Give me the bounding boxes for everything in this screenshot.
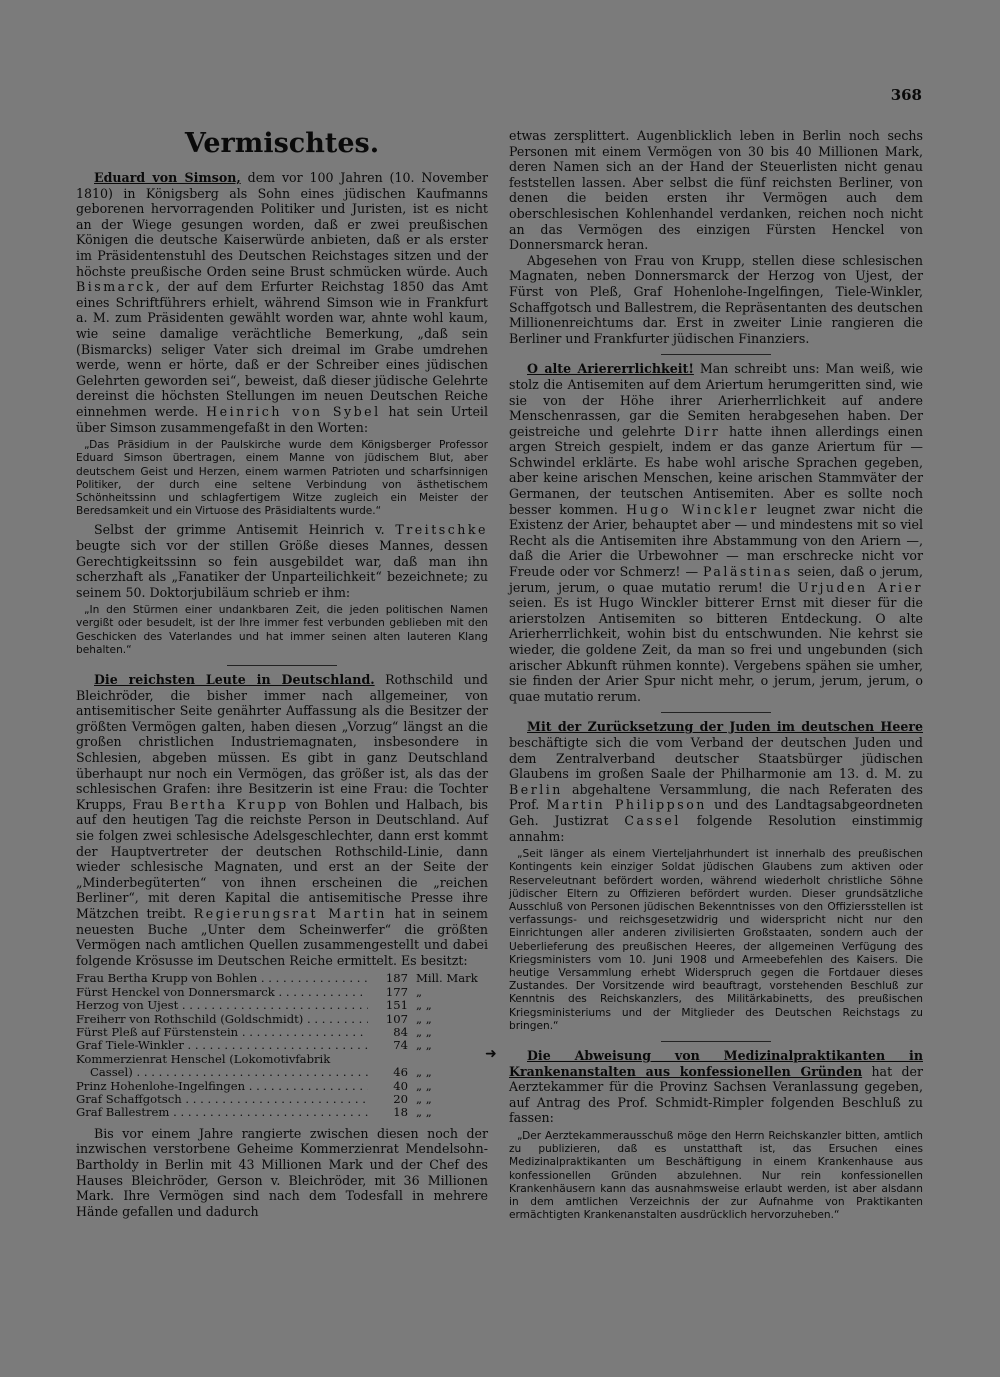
table-name-cell: Freiherr von Rothschild (Goldschmidt) . . .	[76, 1013, 368, 1026]
table-unit-cell: „ „	[416, 1065, 432, 1080]
heer-berlin: Berlin	[509, 781, 563, 797]
simson-text-4b: beugte sich vor der stillen Größe dieses Mannes, dessen Gerechtigkeitssinn so fein ausgebildet war, daß man ihn scherzhaft als „Fanatiker der Unparteilichkeit“ bezeichnete; zu seinem 50. Doktorjubiläum schrieb er ihm:	[76, 537, 488, 600]
table-unit-cell: „ „	[416, 1038, 432, 1053]
table-row	[76, 1013, 488, 1026]
arier-text-4: seien, daß o jerum, jerum, jerum, o quae mutatio rerum! die	[509, 564, 923, 595]
reichste-continuation: etwas zersplittert. Augenblicklich leben in Berlin noch sechs Personen mit einem Vermögen von 30 bis 40 Millionen Mark, deren Namen sich an der Hand der Steuerlisten nicht genau feststellen lassen. Aber selbst die fünf reichsten Berliner, von denen die beiden ersten ihr Vermögen auch dem oberschlesischen Kohlenhandel verdanken, reichen noch nicht an das Vermögen des einzigen Fürsten Henckel von Donnersmarck heran.	[509, 128, 923, 253]
table-unit-cell: „ „	[416, 1025, 432, 1039]
wealth-table	[76, 972, 488, 1119]
simson-paragraph	[76, 170, 488, 435]
table-value-cell: 151	[385, 998, 408, 1013]
arier-urjuden: Urjuden Arier	[797, 579, 923, 595]
table-row	[76, 1053, 488, 1066]
table-value-cell	[368, 1053, 408, 1066]
arier-palaestinas: Palästinas	[703, 564, 793, 580]
table-unit-cell: „ „	[416, 1011, 432, 1026]
table-name-cell: Fürst Henckel von Donnersmarck . . .	[76, 986, 368, 999]
table-value-cell: 20	[393, 1092, 408, 1107]
heer-text-2: abgehaltene Versammlung, die nach Referaten des Prof.	[509, 781, 923, 813]
right-column	[509, 128, 923, 1226]
table-value-cell: 74	[393, 1038, 408, 1053]
heer-cassel: Cassel	[624, 812, 681, 828]
table-unit-cell: „ „	[416, 1105, 432, 1120]
reichste-paragraph	[76, 672, 488, 968]
reichste-martin: Regierungsrat Martin	[193, 906, 387, 921]
table-name-cell: Prinz Hohenlohe-Ingelfingen . . .	[76, 1080, 368, 1093]
reichste-paragraph-2: Bis vor einem Jahre rangierte zwischen diesen noch der inzwischen verstorbene Geheime Kommerzienrat Mendelsohn-Bartholdy in Berlin mit 43 Millionen Mark und der Chef des Hauses Bleichröder, Gerson v. Bleichröder, mit 36 Millionen Mark. Ihre Vermögen sind nach dem Todesfall in mehrere Hände gefallen und dadurch	[76, 1125, 488, 1219]
table-row	[76, 972, 488, 985]
table-name-cell: Cassel) . . .	[76, 1066, 368, 1079]
arier-dirr: Dirr	[684, 423, 721, 439]
abweisung-lead: Die Abweisung von Medizinalpraktikanten in Krankenanstalten aus konfessionellen Gründen	[509, 1047, 923, 1079]
table-name-cell: Frau Bertha Krupp von Bohlen . . .	[76, 972, 368, 985]
simson-text-3: hat sein Urteil über Simson zusammengefaßt in den Worten:	[76, 403, 488, 435]
arier-text-2: hatte ihnen allerdings einen argen Streich gespielt, indem er das ganze Ariertum für — Schwindel erklärte. Es habe wohl arische Sprachen gegeben, aber keine arischen Menschen, keine arischen Stammväter der Germanen, der teutschen Antisemiten. Aber es sollte noch besser kommen.	[509, 423, 923, 517]
arier-paragraph	[509, 361, 923, 704]
table-value-cell: 40	[393, 1078, 408, 1093]
section-heading: Vermischtes.	[184, 128, 380, 159]
reichste-text-2: von Bohlen und Halbach, bis auf den heutigen Tag die reichste Person in Deutschland. Auf sie folgen zwei schlesische Adelsgeschlechter, dann erst kommt der Hauptvertreter der deutschen Rothschild-Linie, dann wieder schlesische Magnaten, und erst an der Seite der „Minderbegüterten“ von ihnen erscheinen die „reichen Berliner“, mit deren Kapital die antisemitische Presse ihre Mätzchen treibt.	[76, 796, 488, 921]
table-row	[76, 1026, 488, 1039]
simson-treitschke-paragraph	[76, 522, 488, 600]
heer-philippson: Martin Philippson	[546, 797, 707, 813]
table-value-cell: 46	[393, 1065, 408, 1080]
heer-text-1: beschäftigte sich die vom Verband der deutschen Juden und dem Zentralverband deutscher Staatsbürger jüdischen Glaubens im großen Saale der Philharmonie am 13. d. M. zu	[509, 734, 923, 782]
table-row	[76, 1106, 488, 1119]
table-name-cell: Fürst Pleß auf Fürstenstein . . .	[76, 1026, 368, 1039]
heer-lead: Mit der Zurücksetzung der Juden im deutschen Heere	[527, 719, 923, 735]
simson-bismarck: Bismarck	[76, 279, 156, 295]
reichste-text-3: hat in seinem neuesten Buche „Unter dem Scheinwerfer“ die größten Vermögen nach amtlichen Quellen zusammengestellt und dabei folgende Krösusse im Deutschen Reiche ermittelt. Es besitzt:	[76, 906, 488, 968]
divider	[661, 1041, 771, 1042]
reichste-text-1: Rothschild und Bleichröder, die bisher immer nach allgemeiner, von antisemitischer Seite genährter Auffassung als die Besitzer der größten Vermögen galten, haben diesen „Vorzug“ längst an die großen christlichen Industriemagnaten, insbesondere in Schlesien, abgeben müssen. Es gibt in ganz Deutschland überhaupt nur noch ein Vermögen, das größer ist, als das der schlesischen Grafen: ihre Besitzerin ist eine Frau: die Tochter Krupps, Frau	[76, 672, 488, 812]
reichste-krupp: Bertha Krupp	[169, 796, 289, 812]
simson-treitschke: Treitschke	[395, 522, 488, 538]
table-unit-cell: „ „	[416, 1078, 432, 1093]
table-row	[76, 1066, 488, 1079]
table-row	[76, 999, 488, 1012]
table-name-cell: Herzog von Ujest . . .	[76, 999, 368, 1012]
table-value-cell: 187	[385, 971, 408, 986]
left-column	[76, 128, 488, 1219]
arier-winckler: Hugo Winckler	[626, 501, 759, 517]
heer-resolution-quote: „Seit länger als einem Vierteljahrhundert ist innerhalb des preußischen Kontingents kein einziger Soldat jüdischen Glaubens zum aktiven oder Reserveleutnant befördert worden, während wiederholt christliche Söhne jüdischer Eltern zu Offizieren befördert wurden. Dieser grundsätzliche Ausschluß von Personen jüdischen Bekenntnisses von den Offiziersstellen ist verfassungs- und reichsgesetzwidrig und widerspricht nicht nur den Einrichtungen aller anderen zivilisierten Großstaaten, sondern auch der Ueberlieferung des preußischen Heeres, der allgemeinen Verfügung des Kriegsministers vom 10. Juni 1908 und Armeebefehlen des Kaisers. Die heutige Versammlung erhebt Widerspruch gegen die Fortdauer dieses Zustandes. Der Vorsitzende wird beauftragt, vorstehenden Beschluß zur Kenntnis des Reichskanzlers, des Militärkabinetts, des preußischen Kriegsministeriums und der Mitglieder des Deutschen Reichstags zu bringen.“	[509, 848, 923, 1032]
heer-paragraph	[509, 719, 923, 844]
table-row	[76, 986, 488, 999]
simson-quote-treitschke: „In den Stürmen einer undankbaren Zeit, die jeden politischen Namen vergißt oder besudelt, ist der Ihre immer fest verbunden geblieben mit den Geschicken des Vaterlandes und hat immer seinen alten lauteren Klang behalten.“	[76, 604, 488, 656]
reichste-lead: Die reichsten Leute in Deutschland.	[94, 672, 375, 688]
table-name-cell: Kommerzienrat Henschel (Lokomotivfabrik	[76, 1052, 331, 1066]
table-unit-cell: Mill. Mark	[416, 971, 478, 986]
table-unit-cell: „ „	[416, 1092, 432, 1107]
table-name-cell: Graf Tiele-Winkler . . .	[76, 1039, 368, 1052]
arier-text-5: seien. Es ist Hugo Winckler bitterer Ernst mit dieser für die arierstolzen Antisemiten so bitteren Entdeckung. O alte Arierherrlichkeit, wohin bist du entschwunden. Nie kehrst sie wieder, die goldene Zeit, da man so frei und ungebunden (sich arischer Abkunft rühmen konnte). Vergebens spähen sie umher, sie finden der Arier Spur nicht mehr, o jerum, jerum, jerum, o quae mutatio rerum.	[509, 595, 923, 704]
table-row	[76, 1093, 488, 1106]
heer-text-3: und des Landtagsabgeordneten Geh. Justizrat	[509, 797, 923, 828]
table-value-cell: 107	[385, 1011, 408, 1026]
table-value-cell: 18	[393, 1105, 408, 1120]
table-name-cell: Graf Schaffgotsch . . .	[76, 1093, 368, 1106]
table-name-cell: Graf Ballestrem . . .	[76, 1106, 368, 1119]
simson-text-1: dem vor 100 Jahren (10. November 1810) in Königsberg als Sohn eines jüdischen Kaufmanns geborenen hervorragenden Politiker und Juristen, ist es nicht an der Wiege gesungen worden, daß er zwei preußischen Königen die deutsche Kaiserwürde anbieten, daß er als erster im Präsidentenstuhl des Deutschen Reichstages sitzen und der höchste preußische Orden seine Brust schmücken würde. Auch	[76, 170, 488, 279]
simson-text-2: , der auf dem Erfurter Reichstag 1850 das Amt eines Schriftführers erhielt, während Simson wie in Frankfurt a. M. zum Präsidenten gewählt worden war, ahnte wohl kaum, wie seine damalige verächtliche Bemerkung, „daß sein (Bismarcks) seliger Vater sich dreimal im Grabe umdrehen werde, wenn er hörte, daß er der Schreiber eines jüdischen Gelehrten geworden sei“, beweist, daß dieser jüdische Gelehrte dereinst die höchsten Stellungen im neuen Deutschen Reiche einnehmen werde.	[76, 279, 488, 419]
divider	[661, 354, 771, 355]
abweisung-quote: „Der Aerztekammerausschuß möge den Herrn Reichskanzler bitten, amtlich zu publizieren, daß es unstatthaft ist, das Ersuchen eines Medizinalpraktikanten um Beschäftigung in einem Krankenhause aus konfessionellen Gründen abzulehnen. Nur rein konfessionellen Krankenhäusern kann das ausnahmsweise erlaubt werden, ist aber alsdann in dem amtlichen Verzeichnis der zur Aufnahme von Praktikanten ermächtigten Krankenanstalten ausdrücklich hervorzuheben.“	[509, 1129, 923, 1222]
simson-sybel: Heinrich von Sybel	[206, 403, 381, 419]
divider	[661, 712, 771, 713]
abweisung-paragraph	[509, 1048, 923, 1126]
reichste-continuation-2: Abgesehen von Frau von Krupp, stellen diese schlesischen Magnaten, neben Donnersmarck der Herzog von Ujest, der Fürst von Pleß, Graf Hohenlohe-Ingelfingen, Tiele-Winkler, Schaffgotsch und Ballestrem, die Repräsentanten des deutschen Millionenreichtums dar. Erst in zweiter Linie rangieren die Berliner und Frankfurter jüdischen Finanziers.	[509, 252, 923, 346]
arier-text-1: Man schreibt uns: Man weiß, wie stolz die Antisemiten auf dem Ariertum herumgeritten sind, wie sie von der Höhe ihrer Arierherrlichkeit auf andere Menschenrassen, gar die Semiten herabgesehen haben. Der geistreiche und gelehrte	[509, 361, 923, 439]
arier-lead: O alte Ariererrlichkeit!	[527, 361, 694, 377]
table-row	[76, 1080, 488, 1093]
simson-quote-sybel: „Das Präsidium in der Paulskirche wurde dem Königsberger Professor Eduard Simson übertragen, einem Manne von jüdischem Blut, aber deutschem Geist und Herzen, einem warmen Patrioten und scharfsinnigen Politiker, der durch eine seltene Verbindung von ästhetischem Schönheitssinn und schlagfertigem Witze zugleich ein Meister der Beredsamkeit und ein Virtuose des Präsidialtents wurde.“	[76, 439, 488, 518]
simson-text-4a: Selbst der grimme Antisemit Heinrich v.	[94, 522, 396, 538]
arier-text-3: leugnet zwar nicht die Existenz der Arier, behauptet aber — und mindestens mit so viel Recht als die Antisemiten ihre Abstammung von den Ariern —, daß die Arier die Urbewohner — man erschrecke nicht vor Freude oder vor Schmerz! —	[509, 501, 923, 580]
page-number: 368	[890, 86, 922, 104]
heer-text-4: folgende Resolution einstimmig annahm:	[509, 812, 923, 844]
table-unit-cell	[408, 1053, 488, 1066]
abweisung-text-1: hat der Aerztekammer für die Provinz Sachsen Veranlassung gegeben, auf Antrag des Prof. Schmidt-Rimpler folgenden Beschluß zu fassen:	[509, 1063, 923, 1126]
divider	[227, 665, 337, 666]
table-row	[76, 1039, 488, 1052]
simson-lead: Eduard von Simson,	[94, 170, 241, 185]
arrow-icon: ➜	[485, 1046, 497, 1062]
table-unit-cell: „ „	[416, 998, 432, 1013]
table-value-cell: 177	[385, 984, 408, 999]
table-unit-cell: „	[416, 984, 423, 999]
table-value-cell: 84	[393, 1025, 408, 1039]
